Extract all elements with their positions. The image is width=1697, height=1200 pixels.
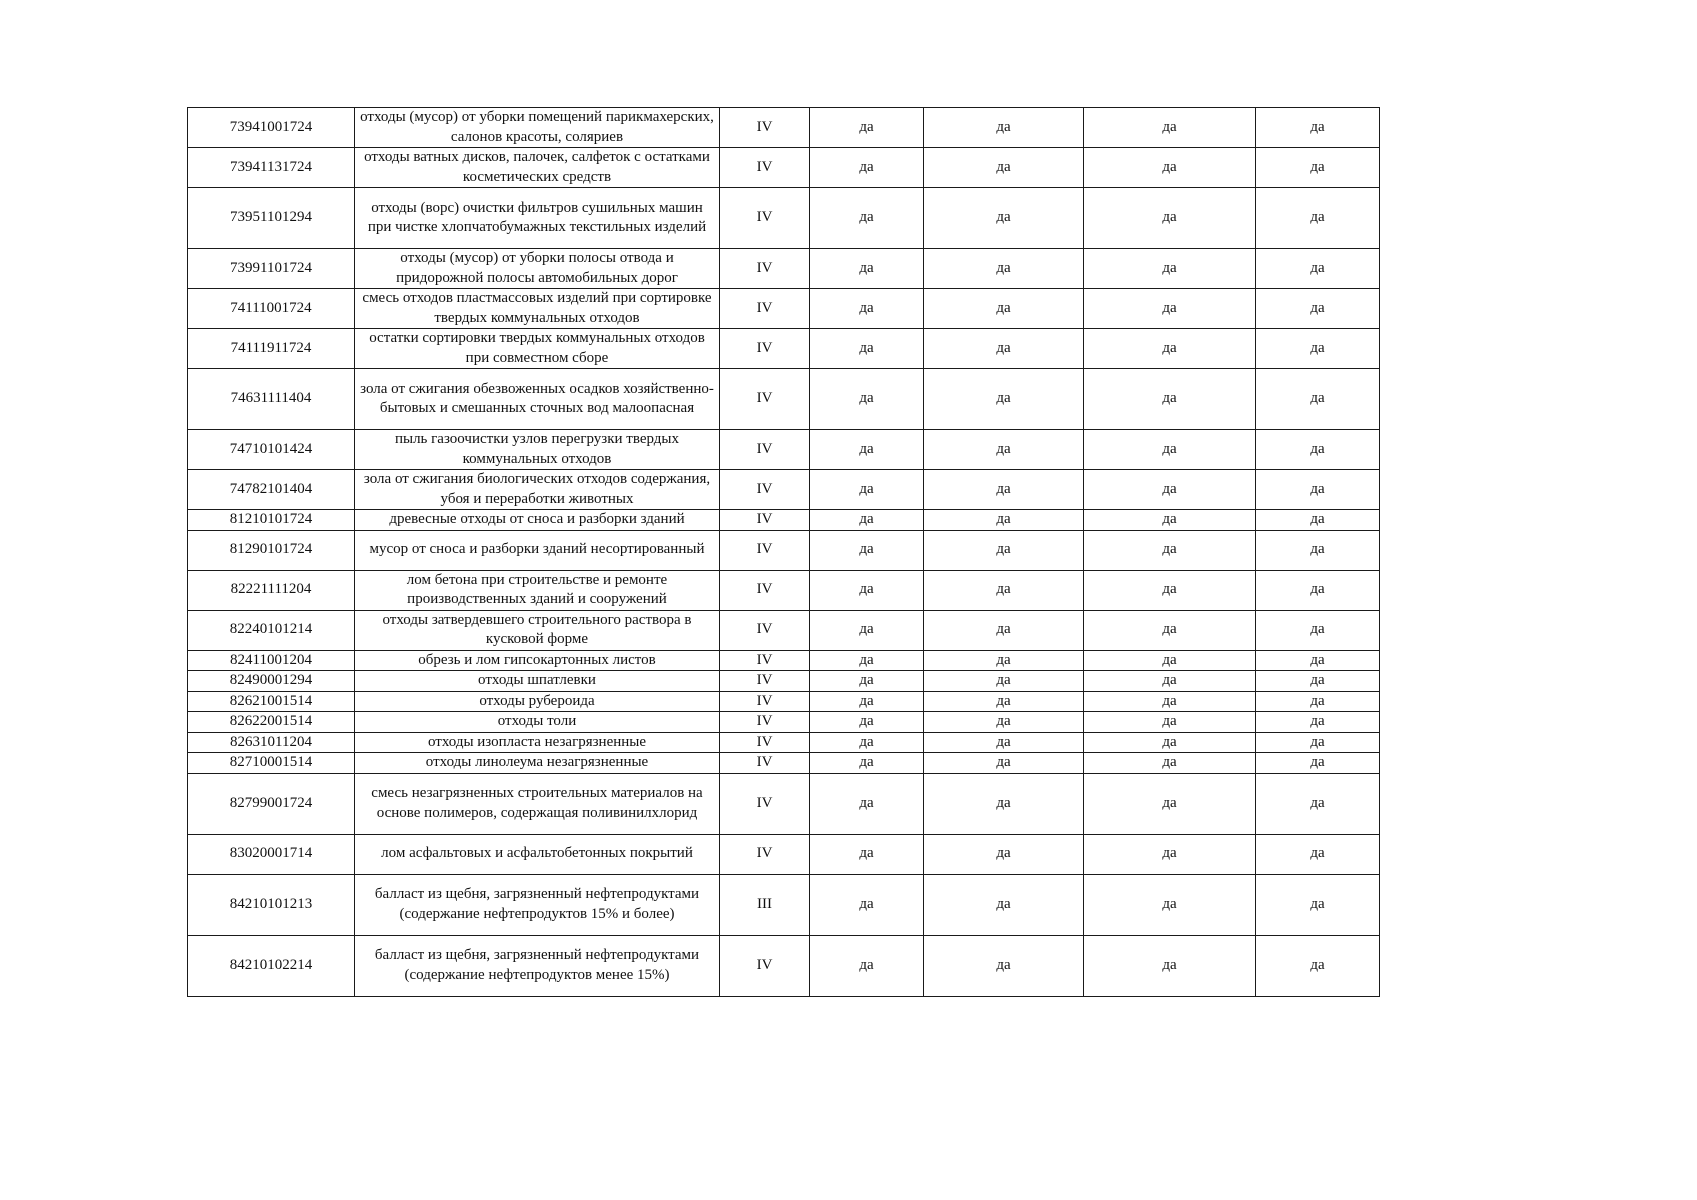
table-row — [188, 753, 1380, 774]
permit-cell-col7: да — [1256, 148, 1380, 188]
waste-name-cell: смесь незагрязненных строительных материалов на основе полимеров, содержащая поливинилхлорид — [355, 773, 720, 834]
permit-cell-col5: да — [924, 753, 1084, 774]
hazard-class-cell: IV — [720, 108, 810, 148]
permit-cell-col6: да — [1084, 510, 1256, 531]
permit-cell-col6: да — [1084, 329, 1256, 369]
permit-cell-col4: да — [810, 249, 924, 289]
permit-cell-col7: да — [1256, 874, 1380, 935]
permit-cell-col7: да — [1256, 510, 1380, 531]
hazard-class-cell: IV — [720, 773, 810, 834]
permit-cell-col7: да — [1256, 430, 1380, 470]
permit-cell-col6: да — [1084, 874, 1256, 935]
permit-cell-col4: да — [810, 935, 924, 996]
permit-cell-col6: да — [1084, 650, 1256, 671]
waste-name-cell: отходы затвердевшего строительного раствора в кусковой форме — [355, 610, 720, 650]
permit-cell-col4: да — [810, 691, 924, 712]
permit-cell-col4: да — [810, 753, 924, 774]
permit-cell-col7: да — [1256, 935, 1380, 996]
hazard-class-cell: IV — [720, 671, 810, 692]
permit-cell-col4: да — [810, 610, 924, 650]
waste-code-cell: 84210102214 — [188, 935, 355, 996]
waste-code-cell: 73941131724 — [188, 148, 355, 188]
table-row — [188, 935, 1380, 996]
permit-cell-col4: да — [810, 834, 924, 874]
permit-cell-col4: да — [810, 148, 924, 188]
waste-name-cell: балласт из щебня, загрязненный нефтепродуктами (содержание нефтепродуктов 15% и более) — [355, 874, 720, 935]
permit-cell-col5: да — [924, 530, 1084, 570]
waste-table — [187, 107, 1380, 997]
waste-name-cell: отходы изопласта незагрязненные — [355, 732, 720, 753]
permit-cell-col4: да — [810, 650, 924, 671]
hazard-class-cell: IV — [720, 430, 810, 470]
permit-cell-col5: да — [924, 671, 1084, 692]
permit-cell-col7: да — [1256, 289, 1380, 329]
permit-cell-col5: да — [924, 773, 1084, 834]
hazard-class-cell: IV — [720, 732, 810, 753]
permit-cell-col5: да — [924, 834, 1084, 874]
permit-cell-col6: да — [1084, 671, 1256, 692]
permit-cell-col4: да — [810, 732, 924, 753]
permit-cell-col7: да — [1256, 712, 1380, 733]
permit-cell-col7: да — [1256, 650, 1380, 671]
permit-cell-col6: да — [1084, 470, 1256, 510]
permit-cell-col7: да — [1256, 369, 1380, 430]
table-row — [188, 289, 1380, 329]
hazard-class-cell: IV — [720, 329, 810, 369]
table-row — [188, 108, 1380, 148]
permit-cell-col6: да — [1084, 108, 1256, 148]
table-row — [188, 148, 1380, 188]
waste-code-cell: 74631111404 — [188, 369, 355, 430]
permit-cell-col5: да — [924, 249, 1084, 289]
waste-name-cell: отходы ватных дисков, палочек, салфеток с остатками косметических средств — [355, 148, 720, 188]
waste-name-cell: мусор от сноса и разборки зданий несортированный — [355, 530, 720, 570]
hazard-class-cell: IV — [720, 610, 810, 650]
hazard-class-cell: IV — [720, 570, 810, 610]
table-row — [188, 430, 1380, 470]
hazard-class-cell: IV — [720, 691, 810, 712]
hazard-class-cell: IV — [720, 650, 810, 671]
permit-cell-col6: да — [1084, 188, 1256, 249]
table-row — [188, 671, 1380, 692]
waste-code-cell: 82622001514 — [188, 712, 355, 733]
permit-cell-col4: да — [810, 430, 924, 470]
permit-cell-col4: да — [810, 510, 924, 531]
permit-cell-col4: да — [810, 108, 924, 148]
permit-cell-col6: да — [1084, 570, 1256, 610]
hazard-class-cell: IV — [720, 470, 810, 510]
permit-cell-col6: да — [1084, 773, 1256, 834]
permit-cell-col4: да — [810, 570, 924, 610]
permit-cell-col6: да — [1084, 530, 1256, 570]
waste-code-cell: 82621001514 — [188, 691, 355, 712]
waste-code-cell: 73941001724 — [188, 108, 355, 148]
document-page — [187, 107, 1380, 997]
waste-name-cell: отходы (ворс) очистки фильтров сушильных машин при чистке хлопчатобумажных текстильных изделий — [355, 188, 720, 249]
permit-cell-col4: да — [810, 671, 924, 692]
table-row — [188, 329, 1380, 369]
permit-cell-col6: да — [1084, 289, 1256, 329]
permit-cell-col7: да — [1256, 773, 1380, 834]
permit-cell-col5: да — [924, 691, 1084, 712]
table-row — [188, 610, 1380, 650]
table-row — [188, 570, 1380, 610]
waste-name-cell: отходы рубероида — [355, 691, 720, 712]
permit-cell-col6: да — [1084, 732, 1256, 753]
permit-cell-col6: да — [1084, 712, 1256, 733]
permit-cell-col7: да — [1256, 108, 1380, 148]
permit-cell-col4: да — [810, 369, 924, 430]
table-row — [188, 470, 1380, 510]
permit-cell-col6: да — [1084, 249, 1256, 289]
hazard-class-cell: IV — [720, 188, 810, 249]
waste-name-cell: пыль газоочистки узлов перегрузки твердых коммунальных отходов — [355, 430, 720, 470]
permit-cell-col7: да — [1256, 691, 1380, 712]
permit-cell-col6: да — [1084, 430, 1256, 470]
permit-cell-col6: да — [1084, 935, 1256, 996]
permit-cell-col5: да — [924, 510, 1084, 531]
hazard-class-cell: IV — [720, 148, 810, 188]
table-row — [188, 650, 1380, 671]
hazard-class-cell: IV — [720, 712, 810, 733]
permit-cell-col7: да — [1256, 530, 1380, 570]
hazard-class-cell: IV — [720, 289, 810, 329]
permit-cell-col7: да — [1256, 732, 1380, 753]
waste-name-cell: зола от сжигания обезвоженных осадков хозяйственно-бытовых и смешанных сточных вод малоопасная — [355, 369, 720, 430]
table-row — [188, 834, 1380, 874]
permit-cell-col7: да — [1256, 329, 1380, 369]
permit-cell-col7: да — [1256, 753, 1380, 774]
waste-name-cell: обрезь и лом гипсокартонных листов — [355, 650, 720, 671]
permit-cell-col5: да — [924, 108, 1084, 148]
permit-cell-col5: да — [924, 610, 1084, 650]
hazard-class-cell: IV — [720, 834, 810, 874]
hazard-class-cell: IV — [720, 510, 810, 531]
table-body — [188, 108, 1380, 997]
waste-code-cell: 81210101724 — [188, 510, 355, 531]
waste-code-cell: 74710101424 — [188, 430, 355, 470]
permit-cell-col5: да — [924, 712, 1084, 733]
waste-code-cell: 73951101294 — [188, 188, 355, 249]
waste-name-cell: зола от сжигания биологических отходов содержания, убоя и переработки животных — [355, 470, 720, 510]
table-row — [188, 188, 1380, 249]
permit-cell-col4: да — [810, 712, 924, 733]
permit-cell-col4: да — [810, 874, 924, 935]
permit-cell-col6: да — [1084, 691, 1256, 712]
waste-code-cell: 82411001204 — [188, 650, 355, 671]
waste-code-cell: 81290101724 — [188, 530, 355, 570]
waste-code-cell: 82710001514 — [188, 753, 355, 774]
waste-code-cell: 82490001294 — [188, 671, 355, 692]
waste-code-cell: 82240101214 — [188, 610, 355, 650]
permit-cell-col5: да — [924, 470, 1084, 510]
permit-cell-col7: да — [1256, 610, 1380, 650]
hazard-class-cell: IV — [720, 530, 810, 570]
permit-cell-col7: да — [1256, 249, 1380, 289]
waste-name-cell: отходы линолеума незагрязненные — [355, 753, 720, 774]
permit-cell-col5: да — [924, 188, 1084, 249]
permit-cell-col5: да — [924, 430, 1084, 470]
permit-cell-col4: да — [810, 470, 924, 510]
permit-cell-col5: да — [924, 148, 1084, 188]
table-row — [188, 691, 1380, 712]
permit-cell-col4: да — [810, 289, 924, 329]
permit-cell-col5: да — [924, 289, 1084, 329]
waste-name-cell: балласт из щебня, загрязненный нефтепродуктами (содержание нефтепродуктов менее 15%) — [355, 935, 720, 996]
hazard-class-cell: IV — [720, 249, 810, 289]
permit-cell-col6: да — [1084, 369, 1256, 430]
waste-name-cell: древесные отходы от сноса и разборки зданий — [355, 510, 720, 531]
permit-cell-col5: да — [924, 650, 1084, 671]
table-row — [188, 530, 1380, 570]
waste-code-cell: 83020001714 — [188, 834, 355, 874]
hazard-class-cell: IV — [720, 753, 810, 774]
permit-cell-col7: да — [1256, 671, 1380, 692]
permit-cell-col7: да — [1256, 570, 1380, 610]
table-row — [188, 369, 1380, 430]
waste-name-cell: остатки сортировки твердых коммунальных отходов при совместном сборе — [355, 329, 720, 369]
waste-name-cell: отходы толи — [355, 712, 720, 733]
waste-code-cell: 84210101213 — [188, 874, 355, 935]
permit-cell-col4: да — [810, 773, 924, 834]
permit-cell-col5: да — [924, 369, 1084, 430]
permit-cell-col6: да — [1084, 610, 1256, 650]
table-row — [188, 874, 1380, 935]
hazard-class-cell: III — [720, 874, 810, 935]
waste-name-cell: отходы (мусор) от уборки полосы отвода и придорожной полосы автомобильных дорог — [355, 249, 720, 289]
waste-name-cell: смесь отходов пластмассовых изделий при сортировке твердых коммунальных отходов — [355, 289, 720, 329]
table-row — [188, 732, 1380, 753]
hazard-class-cell: IV — [720, 935, 810, 996]
permit-cell-col7: да — [1256, 188, 1380, 249]
table-row — [188, 712, 1380, 733]
waste-code-cell: 74111911724 — [188, 329, 355, 369]
table-row — [188, 510, 1380, 531]
waste-name-cell: отходы шпатлевки — [355, 671, 720, 692]
waste-code-cell: 74111001724 — [188, 289, 355, 329]
permit-cell-col5: да — [924, 570, 1084, 610]
permit-cell-col6: да — [1084, 148, 1256, 188]
waste-code-cell: 74782101404 — [188, 470, 355, 510]
permit-cell-col5: да — [924, 874, 1084, 935]
waste-name-cell: отходы (мусор) от уборки помещений парикмахерских, салонов красоты, соляриев — [355, 108, 720, 148]
permit-cell-col7: да — [1256, 834, 1380, 874]
waste-name-cell: лом бетона при строительстве и ремонте производственных зданий и сооружений — [355, 570, 720, 610]
permit-cell-col5: да — [924, 329, 1084, 369]
waste-code-cell: 82799001724 — [188, 773, 355, 834]
permit-cell-col6: да — [1084, 834, 1256, 874]
permit-cell-col6: да — [1084, 753, 1256, 774]
permit-cell-col5: да — [924, 732, 1084, 753]
permit-cell-col7: да — [1256, 470, 1380, 510]
permit-cell-col4: да — [810, 329, 924, 369]
permit-cell-col4: да — [810, 530, 924, 570]
table-row — [188, 773, 1380, 834]
waste-code-cell: 82221111204 — [188, 570, 355, 610]
waste-name-cell: лом асфальтовых и асфальтобетонных покрытий — [355, 834, 720, 874]
table-row — [188, 249, 1380, 289]
waste-code-cell: 82631011204 — [188, 732, 355, 753]
hazard-class-cell: IV — [720, 369, 810, 430]
waste-code-cell: 73991101724 — [188, 249, 355, 289]
permit-cell-col4: да — [810, 188, 924, 249]
permit-cell-col5: да — [924, 935, 1084, 996]
